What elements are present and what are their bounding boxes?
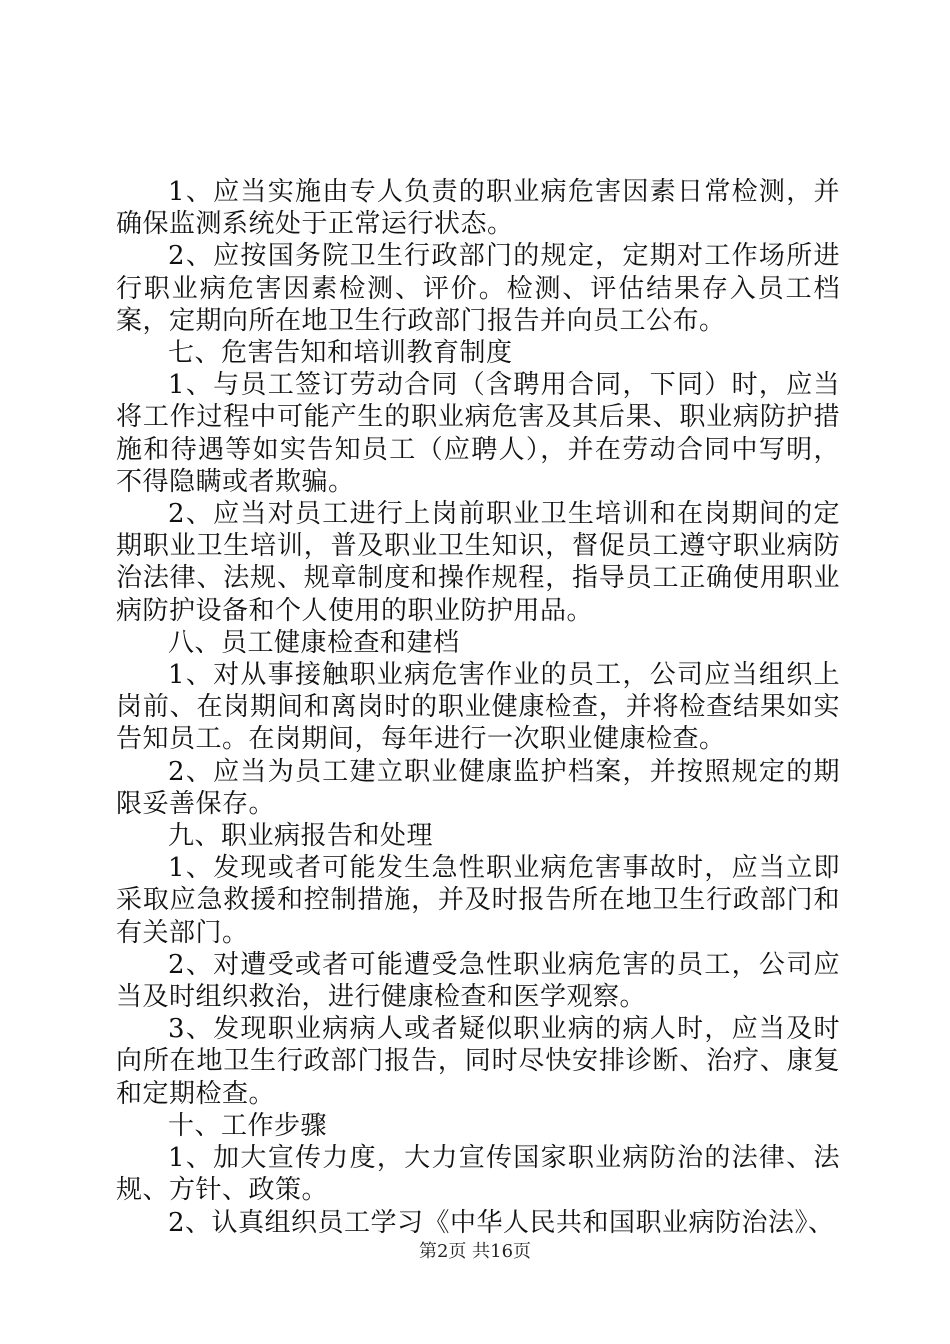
paragraph: 2、对遭受或者可能遭受急性职业病危害的员工，公司应当及时组织救治，进行健康检查和医学观察。 bbox=[116, 949, 840, 1013]
document-body bbox=[116, 176, 840, 1239]
paragraph: 1、加大宣传力度，大力宣传国家职业病防治的法律、法规、方针、政策。 bbox=[116, 1143, 840, 1206]
section-heading: 九、职业病报告和处理 bbox=[168, 821, 434, 852]
section-heading: 七、危害告知和培训教育制度 bbox=[168, 338, 513, 369]
section-heading: 十、工作步骤 bbox=[168, 1110, 328, 1141]
paragraph: 1、与员工签订劳动合同（含聘用合同，下同）时，应当将工作过程中可能产生的职业病危害及其后果、职业病防护措施和待遇等如实告知员工（应聘人），并在劳动合同中写明，不得隐瞒或者欺骗。 bbox=[116, 370, 840, 497]
section-heading: 八、员工健康检查和建档 bbox=[168, 627, 460, 658]
paragraph: 1、发现或者可能发生急性职业病危害事故时，应当立即采取应急救援和控制措施，并及时报告所在地卫生行政部门和有关部门。 bbox=[116, 853, 840, 948]
paragraph: 3、发现职业病病人或者疑似职业病的病人时，应当及时向所在地卫生行政部门报告，同时尽快安排诊断、治疗、康复和定期检查。 bbox=[116, 1014, 840, 1109]
paragraph: 1、对从事接触职业病危害作业的员工，公司应当组织上岗前、在岗期间和离岗时的职业健康检查，并将检查结果如实告知员工。在岗期间，每年进行一次职业健康检查。 bbox=[116, 660, 840, 755]
paragraph: 2、认真组织员工学习《中华人民共和国职业病防治法》、 bbox=[168, 1207, 835, 1238]
page-number: 第2页 共16页 bbox=[418, 1241, 532, 1262]
page-footer bbox=[0, 1237, 950, 1263]
paragraph: 1、应当实施由专人负责的职业病危害因素日常检测，并确保监测系统处于正常运行状态。 bbox=[116, 177, 840, 240]
paragraph: 2、应当为员工建立职业健康监护档案，并按照规定的期限妥善保存。 bbox=[116, 756, 840, 819]
paragraph: 2、应按国务院卫生行政部门的规定，定期对工作场所进行职业病危害因素检测、评价。检测、评估结果存入员工档案，定期向所在地卫生行政部门报告并向员工公布。 bbox=[116, 241, 840, 336]
paragraph: 2、应当对员工进行上岗前职业卫生培训和在岗期间的定期职业卫生培训，普及职业卫生知识，督促员工遵守职业病防治法律、法规、规章制度和操作规程，指导员工正确使用职业病防护设备和个人使用的职业防护用品。 bbox=[116, 499, 840, 626]
